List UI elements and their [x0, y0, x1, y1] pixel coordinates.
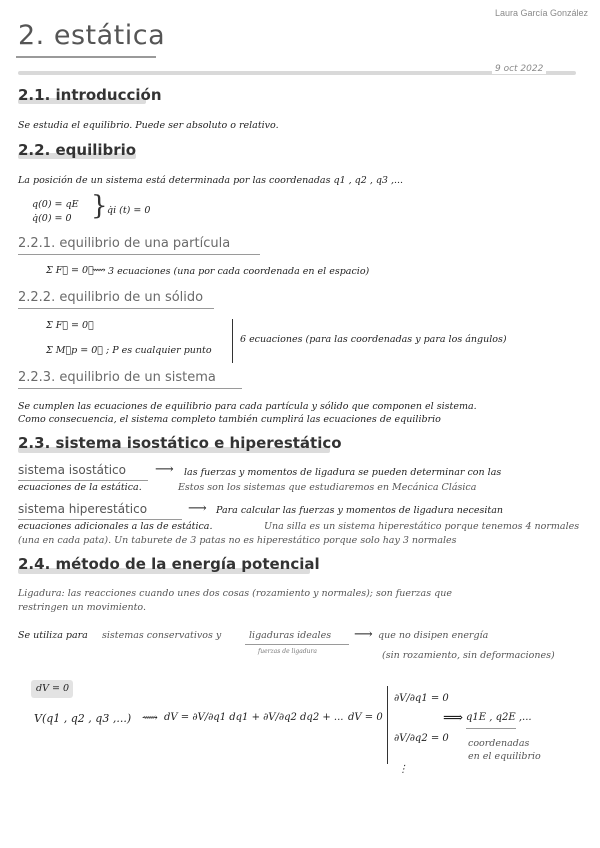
heading-underline — [18, 254, 260, 255]
title-underline — [16, 56, 156, 58]
iso-line2b: Estos son los sistemas que estudiaremos en Mecánica Clásica — [178, 482, 477, 493]
heading-2-2-1: 2.2.1. equilibrio de una partícula — [18, 236, 231, 251]
s21-body: Se estudia el equilibrio. Puede ser absoluto o relativo. — [18, 120, 279, 131]
coord-label-1: coordenadas — [468, 738, 530, 749]
author-name: Laura García González — [494, 8, 588, 18]
hyperstatic-label: sistema hiperestático — [18, 502, 148, 516]
date: 9 oct 2022 — [492, 64, 546, 74]
implies-arrow: ⟹ — [443, 710, 464, 726]
label-underline — [18, 519, 182, 520]
s221-eq: Σ F⃗ = 0⃗ — [46, 265, 94, 276]
underline — [245, 644, 349, 645]
s221-note: 3 ecuaciones (una por cada coordenada en el espacio) — [108, 266, 370, 277]
dv-expansion: dV = ∂V/∂q1 dq1 + ∂V/∂q2 dq2 + ... — [164, 712, 344, 723]
heading-2-2: 2.2. equilibrio — [18, 141, 137, 159]
s24-line3c: ligaduras ideales — [249, 630, 332, 641]
s22-eq2: q̇(0) = 0 — [32, 213, 72, 224]
arrow: ⟿ — [92, 265, 106, 276]
partial-q1: ∂V/∂q1 = 0 — [394, 693, 449, 704]
hiper-line2a: ecuaciones adicionales a las de estática. — [18, 521, 213, 532]
s222-eq1: Σ F⃗ = 0⃗ — [46, 320, 94, 331]
brace-line — [387, 686, 388, 764]
arrow: ⟶ — [354, 627, 373, 642]
s24-line3a: Se utiliza para — [18, 630, 88, 641]
hiper-line1: Para calcular las fuerzas y momentos de ligadura necesitan — [216, 505, 503, 516]
heading-2-2-2: 2.2.2. equilibrio de un sólido — [18, 290, 204, 305]
hiper-line3: (una en cada pata). Un taburete de 3 patas no es hiperestático porque solo hay 3 normales — [18, 535, 457, 546]
brace-line — [232, 319, 233, 363]
vertical-dots: ⋮ — [398, 764, 408, 775]
s24-line3-small: fuerzas de ligadura — [258, 648, 317, 655]
heading-underline — [18, 308, 214, 309]
s222-note: 6 ecuaciones (para las coordenadas y para los ángulos) — [240, 334, 507, 345]
underline — [466, 728, 516, 729]
dv-box-text: dV = 0 — [36, 683, 69, 694]
s22-eq3: q̇i (t) = 0 — [107, 205, 151, 216]
heading-2-1: 2.1. introducción — [18, 86, 162, 104]
hiper-line2b: Una silla es un sistema hiperestático porque tenemos 4 normales — [264, 521, 580, 532]
s24-line3b: sistemas conservativos y — [102, 630, 222, 641]
heading-underline — [18, 388, 242, 389]
s223-line1: Se cumplen las ecuaciones de equilibrio para cada partícula y sólido que componen el sistema. — [18, 401, 477, 412]
dv-zero: dV = 0 — [348, 712, 383, 723]
s22-eq1: q(0) = qE — [32, 199, 79, 210]
arrow: ⟶ — [155, 462, 174, 477]
equilibrium-result: q1E , q2E ,... — [466, 712, 532, 723]
s22-body: La posición de un sistema está determinada por las coordenadas q1 , q2 , q3 ,... — [18, 175, 404, 186]
arrow: ⟶ — [188, 501, 207, 516]
arrow: ⟿ — [142, 711, 158, 724]
v-function: V(q1 , q2 , q3 ,...) — [34, 712, 132, 725]
heading-2-2-3: 2.2.3. equilibrio de un sistema — [18, 370, 216, 385]
s24-line2: restringen un movimiento. — [18, 602, 146, 613]
label-underline — [18, 480, 148, 481]
page-title: 2. estática — [18, 20, 166, 51]
s223-line2: Como consecuencia, el sistema completo también cumplirá las ecuaciones de equilibrio — [18, 414, 441, 425]
s24-line4: (sin rozamiento, sin deformaciones) — [382, 650, 555, 661]
heading-2-4: 2.4. método de la energía potencial — [18, 555, 320, 573]
heading-2-3: 2.3. sistema isostático e hiperestático — [18, 434, 342, 452]
partial-q2: ∂V/∂q2 = 0 — [394, 733, 449, 744]
iso-line2a: ecuaciones de la estática. — [18, 482, 142, 493]
isostatic-label: sistema isostático — [18, 463, 126, 477]
s24-line1: Ligadura: las reacciones cuando unes dos cosas (rozamiento y normales); son fuerzas que — [18, 588, 452, 599]
brace: } — [91, 191, 108, 221]
iso-line1: las fuerzas y momentos de ligadura se pueden determinar con las — [184, 467, 502, 478]
coord-label-2: en el equilibrio — [468, 751, 541, 762]
s24-line3d: que no disipen energía — [378, 630, 489, 641]
s222-eq2: Σ M⃗p = 0⃗ ; P es cualquier punto — [46, 345, 212, 356]
